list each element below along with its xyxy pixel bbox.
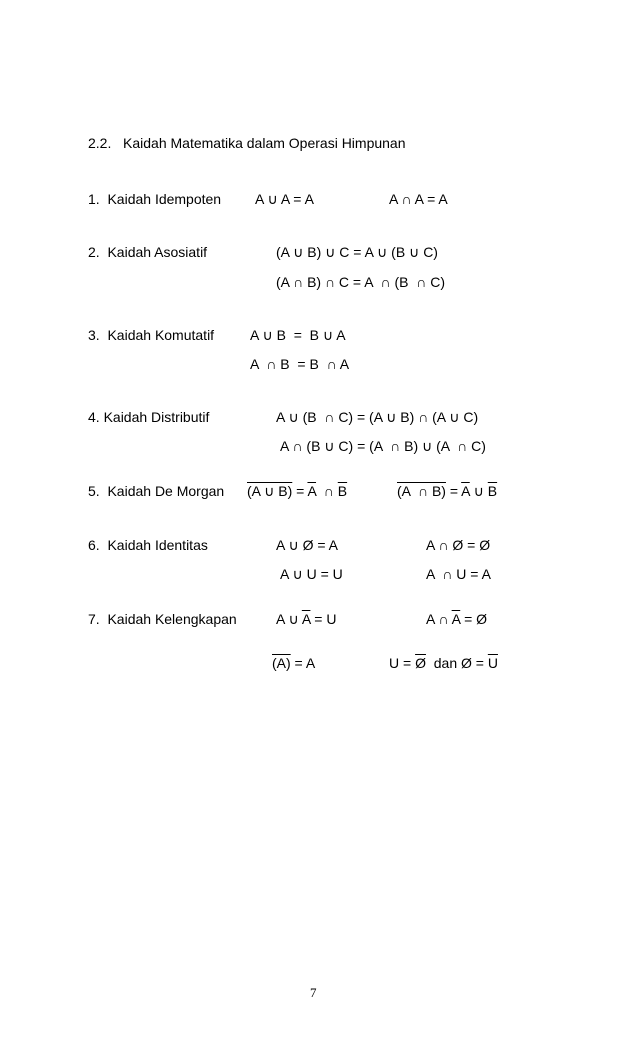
rule-5-formula-intersection-complement: (A ∩ $B) = \overline{A}$ ∪ $\overline{B}$ (397, 483, 498, 499)
rule-7-formula-union: A ∪ $\overline{A} = U$ (276, 611, 337, 627)
rule-7-formula-double-complement: (A) = A (272, 655, 316, 671)
rule-3-formula-union: A ∪ B = B ∪ A (250, 327, 346, 343)
rule-6-formula-intersection-empty: A ∩ Ø = Ø (426, 537, 491, 553)
rule-6-formula-union-empty: A ∪ Ø = A (276, 537, 339, 553)
rule-7-label: 7. Kaidah Kelengkapan (88, 611, 237, 627)
rule-6-formula-union-universe: A ∪ U = U (280, 566, 343, 582)
rule-2-formula-intersection: (A ∩ B) ∩ C = A ∩ (B ∩ C) (276, 274, 446, 290)
rule-7-formula-intersection: A ∩ $\overline{A}$ = Ø (426, 611, 488, 627)
rule-6-formula-intersection-universe: A ∩ U = A (426, 566, 491, 582)
section-title: Kaidah Matematika dalam Operasi Himpunan (123, 135, 406, 151)
section-heading (88, 135, 406, 151)
rule-5-formula-union-complement: (A ∪ $B) = \overline{A}$ ∩ $\overline{B}$ (247, 483, 348, 499)
rule-5-label: 5. Kaidah De Morgan (88, 483, 225, 499)
rule-3-formula-intersection: A ∩ B = B ∩ A (250, 356, 350, 372)
rule-2-label: 2. Kaidah Asosiatif (88, 244, 208, 260)
rule-3-label: 3. Kaidah Komutatif (88, 327, 215, 343)
rule-1-label: 1. Kaidah Idempoten (88, 191, 222, 207)
rule-1-formula-intersection: A ∩ A = A (389, 191, 448, 207)
rule-6-label: 6. Kaidah Identitas (88, 537, 208, 553)
rule-1-formula-union: A ∪ A = A (255, 191, 314, 207)
rule-2-formula-union: (A ∪ B) ∪ C = A ∪ (B ∪ C) (276, 244, 438, 260)
rule-7-formula-complement-universe: $U = \overline{Ø}$ dan Ø = $\overline{U}$ (389, 655, 498, 671)
section-number: 2.2. (88, 135, 112, 151)
rule-4-label: 4. Kaidah Distributif (88, 409, 210, 425)
page-number: 7 (310, 985, 317, 1000)
rule-4-formula-intersection: A ∩ (B ∪ C) = (A ∩ B) ∪ (A ∩ C) (280, 438, 486, 454)
rule-4-formula-union: A ∪ (B ∩ C) = (A ∪ B) ∩ (A ∪ C) (276, 409, 479, 425)
